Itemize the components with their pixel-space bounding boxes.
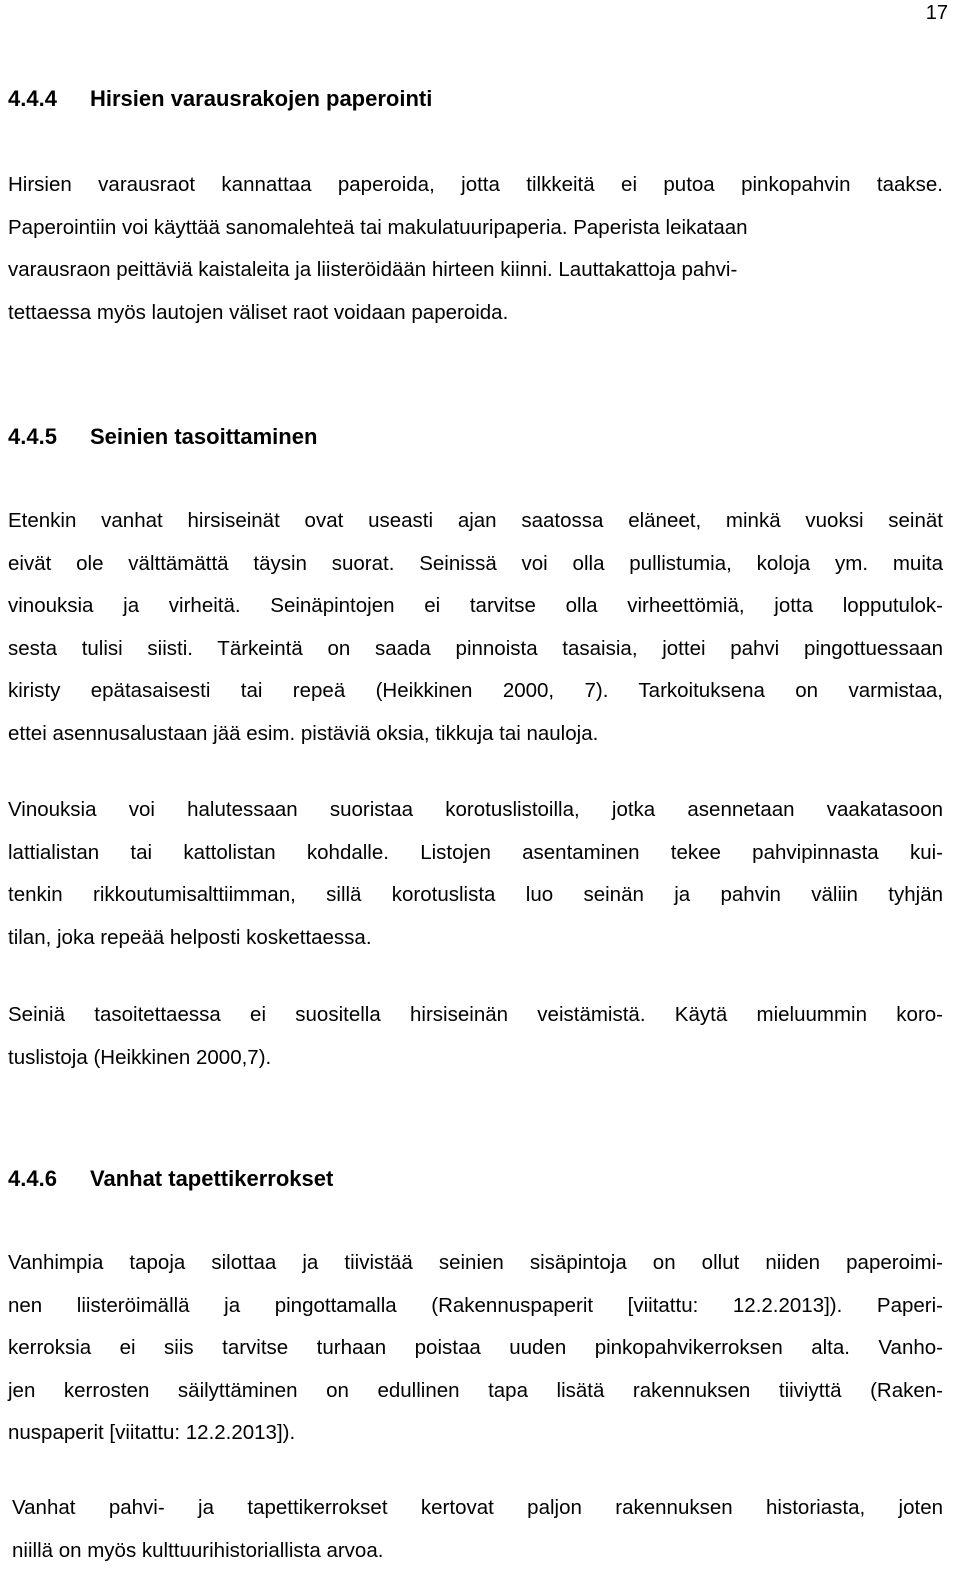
text-line: nuspaperit [viitattu: 12.2.2013]). [8,1421,296,1444]
paragraph [8,1242,943,1455]
text-line: tilan, joka repeää helposti koskettaessa. [8,925,372,949]
section-title: Seinien tasoittaminen [90,424,318,449]
text-line: vinouksia ja virheitä. Seinäpintojen ei tarvitse olla virheettömiä, jotta lopputulok- [8,594,943,617]
section-title: Hirsien varausrakojen paperointi [90,86,433,111]
paragraph [8,500,943,755]
text-line: lattialistan tai kattolistan kohdalle. Listojen asentaminen tekee pahvipinnasta kui- [8,840,943,864]
text-line: tuslistoja (Heikkinen 2000,7). [8,1045,272,1069]
text-line: Seiniä tasoitettaessa ei suositella hirsiseinän veistämistä. Käytä mieluummin koro- [8,1003,943,1026]
section-heading [8,424,317,450]
paragraph [12,1487,943,1572]
text-line: niillä on myös kulttuurihistoriallista arvoa. [12,1538,384,1562]
paragraph [8,789,943,959]
section-number: 4.4.6 [8,1166,57,1191]
text-line: ettei asennusalustaan jää esim. pistäviä oksia, tikkuja tai nauloja. [8,721,599,745]
section-number: 4.4.5 [8,424,57,449]
page-number: 17 [925,2,948,24]
text-line: eivät ole välttämättä täysin suorat. Seinissä voi olla pullistumia, koloja ym. muita [8,551,943,575]
paragraph [8,164,943,334]
section-heading [8,1166,333,1192]
section-title: Vanhat tapettikerrokset [90,1166,334,1191]
text-line: Etenkin vanhat hirsiseinät ovat useasti ajan saatossa eläneet, minkä vuoksi seinät [8,509,943,532]
text-line: nen liisteröimällä ja pingottamalla (Rakennuspaperit [viitattu: 12.2.2013]). Paperi- [8,1293,943,1317]
text-line: Hirsien varausraot kannattaa paperoida, jotta tilkkeitä ei putoa pinkopahvin taakse. [8,173,943,196]
text-line: jen kerrosten säilyttäminen on edullinen tapa lisätä rakennuksen tiiviyttä (Raken- [8,1378,943,1402]
text-line: tenkin rikkoutumisalttiimman, sillä korotuslista luo seinän ja pahvin väliin tyhjän [8,883,943,906]
text-line: kiristy epätasaisesti tai repeä (Heikkinen 2000, 7). Tarkoituksena on varmistaa, [8,679,943,702]
text-line: kerroksia ei siis tarvitse turhaan poistaa uuden pinkopahvikerroksen alta. Vanho- [8,1336,943,1359]
text-line: sesta tulisi siisti. Tärkeintä on saada pinnoista tasaisia, jottei pahvi pingottuessaan [8,636,943,660]
text-line: Vinouksia voi halutessaan suoristaa korotuslistoilla, jotka asennetaan vaakatasoon [8,798,943,821]
text-line: tettaessa myös lautojen väliset raot voidaan paperoida. [8,300,509,324]
paragraph [8,994,943,1079]
text-line: Vanhat pahvi- ja tapettikerrokset kertovat paljon rakennuksen historiasta, joten [12,1496,943,1519]
section-heading [8,86,432,112]
text-line: varausraon peittäviä kaistaleita ja liisteröidään hirteen kiinni. Lauttakattoja pahvi- [8,258,738,281]
section-number: 4.4.4 [8,86,57,111]
text-line: Vanhimpia tapoja silottaa ja tiivistää seinien sisäpintoja on ollut niiden paperoimi- [8,1251,943,1274]
text-line: Paperointiin voi käyttää sanomalehteä tai makulatuuripaperia. Paperista leikataan [8,215,748,239]
